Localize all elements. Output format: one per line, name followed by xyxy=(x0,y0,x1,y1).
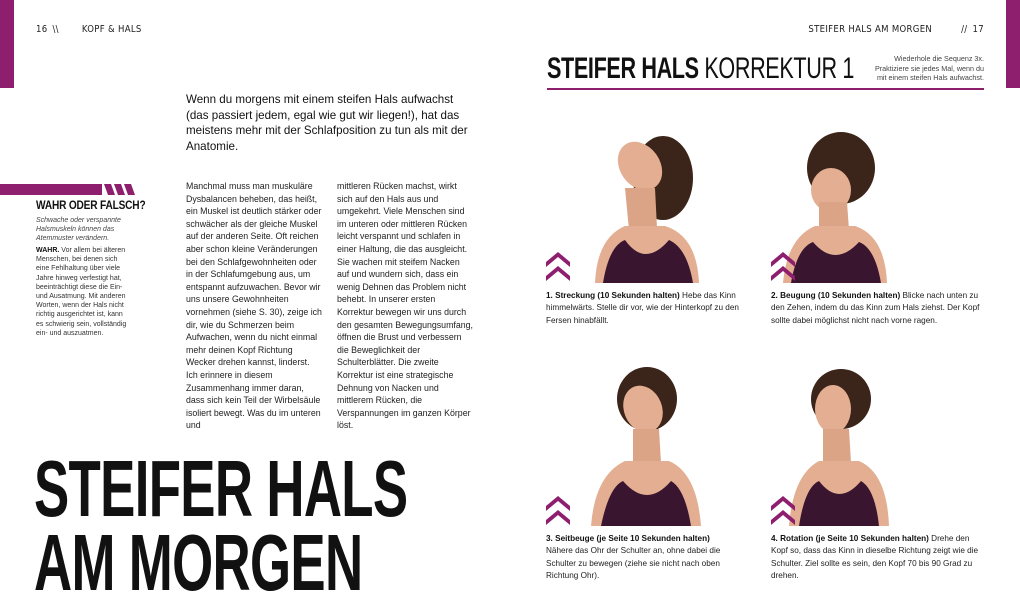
right-page-number: 17 xyxy=(972,24,984,35)
photo-lateral-bend-illustration xyxy=(585,363,705,526)
step-caption-1 xyxy=(546,290,746,327)
page-title xyxy=(34,444,408,607)
chevron-marker-2 xyxy=(771,252,795,282)
sidebox-title: WAHR ODER FALSCH? xyxy=(36,200,146,212)
right-running-header xyxy=(808,24,984,35)
repeat-note: Wiederhole die Sequenz 3x. Praktiziere sie jedes Mal, wenn du mit einem steifen Hals aufwachst. xyxy=(874,54,984,82)
page-title-line-2: AM MORGEN xyxy=(34,518,363,607)
step-title-3: 3. Seitbeuge (je Seite 10 Sekunden halten) xyxy=(546,534,710,543)
left-header-section: KOPF & HALS xyxy=(81,24,142,35)
left-running-header xyxy=(36,24,142,35)
chevron-marker-3 xyxy=(546,496,570,526)
sidebox-subtitle: Schwache oder verspannte Halsmuskeln können das Atemmuster verändern. xyxy=(36,217,121,242)
correction-title xyxy=(547,52,854,86)
right-header-section: STEIFER HALS AM MORGEN xyxy=(808,24,933,35)
correction-title-bold: STEIFER HALS xyxy=(547,52,699,85)
sidebox-answer-text: Vor allem bei älteren Menschen, bei denen sich eine Fehlhaltung über viele Jahre hinweg verfestigt hat, beeinträchtigt diese die Ein- und Ausatmung. Mit anderen Worten, wenn der Hals nicht richtig ausgerichtet ist, kann es schwierig sein, vollständig ein- und auszuatmen. xyxy=(36,247,127,337)
right-edge-accent xyxy=(1006,0,1020,88)
step-caption-4 xyxy=(771,533,983,582)
sidebox-answer-label: WAHR. xyxy=(36,247,60,254)
chevron-marker-1 xyxy=(546,252,570,282)
step-title-4: 4. Rotation (je Seite 10 Sekunden halten) xyxy=(771,534,929,543)
right-header-separator: // xyxy=(961,24,968,35)
body-column-1: Manchmal muss man muskuläre Dysbalancen beheben, das heißt, ein Muskel ist deutlich stärker oder schwächer als der gleiche Muskel auf der anderen Seite. Oft reichen aber schon kleine Veränderungen bei den Schlafgewohnheiten oder in der Schlafumgebung aus, um entspannt aufzuwachen. Bevor wir uns unsere Gewohnheiten vornehmen (siehe S. 30), zeige ich dir, wie du Schmerzen beim Aufwachen, wenn du nicht einmal mehr deinen Kopf Richtung Wecker drehen kannst, linderst. Ich erinnere in diesem Zusammenhang immer daran, dass sich kein Teil der Wirbelsäule isoliert bewegt. Was du im unteren und xyxy=(186,181,322,431)
sidebox-banner-graphic xyxy=(0,184,136,195)
step-text-4: Drehe den Kopf so, dass das Kinn in dieselbe Richtung zeigt wie die Schulter. Ziel sollte es sein, den Kopf 70 bis 90 Grad zu drehen. xyxy=(771,534,979,580)
photo-extension xyxy=(585,118,705,283)
step-caption-3 xyxy=(546,533,738,582)
left-page-number: 16 xyxy=(36,24,48,35)
left-edge-accent xyxy=(0,0,14,88)
sidebox-answer xyxy=(36,246,132,338)
photo-extension-illustration xyxy=(585,118,705,283)
page-title-line-1: STEIFER HALS xyxy=(34,444,408,533)
body-column-2: mittleren Rücken machst, wirkt sich auf den Hals aus und umgekehrt. Viele Menschen sind im unteren oder mittleren Rücken leicht verspannt und schlafen in einer Haltung, die das ausgleicht. Sie wachen mit steifem Nacken auf und wundern sich, dass ein wenig Dehnen das Problem nicht behebt. In unserer ersten Korrektur bewegen wir uns durch den gesamten Bewegungsumfang, öffnen die Brust und verbessern die Beweglichkeit der Schulterblätter. Die zweite Korrektur ist eine strategische Dehnung von Nacken und mittlerem Rücken, die Verspannungen im ganzen Körper löst. xyxy=(337,181,473,431)
correction-title-light: KORREKTUR 1 xyxy=(704,52,855,85)
step-text-2: Blicke nach unten zu den Zehen, indem du das Kinn zum Hals ziehst. Der Kopf sollte dabei möglichst nicht nach vorne ragen. xyxy=(771,291,980,325)
title-rule xyxy=(547,88,984,90)
intro-paragraph: Wenn du morgens mit einem steifen Hals aufwachst (das passiert jedem, egal wie gut wir liegen!), hat das meistens mehr mit der Schlafposition zu tun als mit der Anatomie. xyxy=(186,93,468,153)
step-text-1: Hebe das Kinn himmelwärts. Stelle dir vor, wie der Hinterkopf zu den Fersen hinabfällt. xyxy=(546,291,739,325)
photo-lateral-bend xyxy=(585,363,705,526)
left-header-separator: \\ xyxy=(52,24,59,35)
step-title-2: 2. Beugung (10 Sekunden halten) xyxy=(771,291,901,300)
step-text-3: Nähere das Ohr der Schulter an, ohne dabei die Schulter zu bewegen (ziehe sie nicht nach oben Richtung Ohr). xyxy=(546,546,721,580)
chevron-marker-4 xyxy=(771,496,795,526)
step-title-1: 1. Streckung (10 Sekunden halten) xyxy=(546,291,680,300)
sidebox-banner xyxy=(0,182,136,193)
step-caption-2 xyxy=(771,290,983,327)
